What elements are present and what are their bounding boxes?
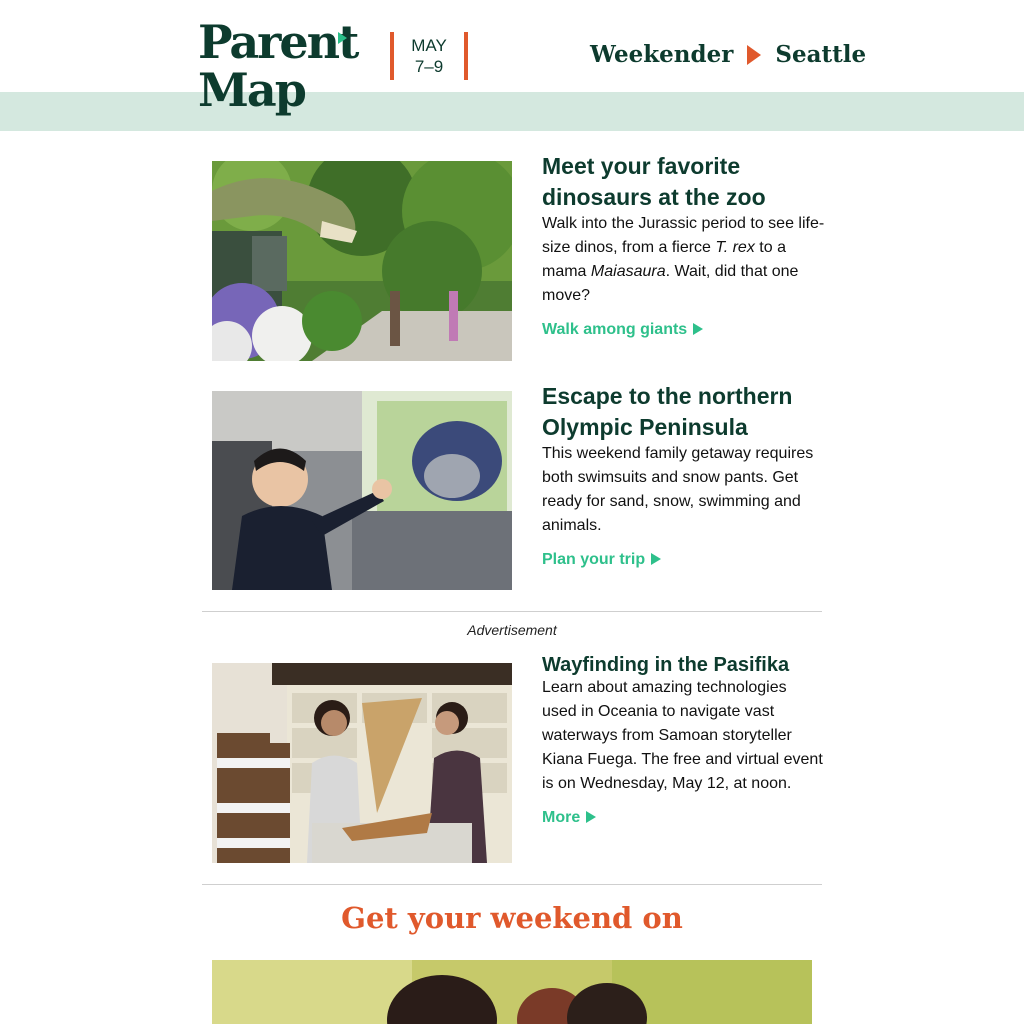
- logo-line-2: Map: [198, 63, 305, 117]
- article-body: This weekend family getaway requires both swimsuits and snow pants. Get ready for sand, snow, swimming and animals.: [542, 445, 814, 534]
- issue-days: 7–9: [414, 57, 444, 76]
- logo-play-icon: [338, 32, 347, 44]
- walk-among-giants-link[interactable]: [542, 320, 703, 340]
- article-body-text: to a mama: [542, 239, 786, 280]
- article-image-dinosaurs[interactable]: [212, 161, 512, 361]
- divider: [202, 884, 822, 885]
- article-image-olympic[interactable]: [212, 391, 512, 590]
- play-arrow-icon: [693, 323, 703, 335]
- article-body-text: . Wait, did that one move?: [542, 263, 799, 304]
- play-arrow-icon: [747, 45, 761, 65]
- cta-label: Plan your trip: [542, 551, 646, 568]
- ad-headline[interactable]: Wayfinding in the Pasifika: [542, 654, 790, 676]
- article-body-italic: Maiasaura: [590, 263, 666, 280]
- logo-line-1: Parent: [198, 15, 358, 69]
- article-body: [542, 212, 826, 308]
- edition-city: Seattle: [775, 41, 867, 68]
- cta-label: More: [542, 809, 581, 826]
- header-band: [0, 92, 1024, 131]
- article-body-text: Walk into the Jurassic period to see life-size dinos, from a fierce: [542, 215, 825, 256]
- issue-date: [390, 32, 468, 80]
- ad-body: Learn about amazing technologies used in Oceania to navigate vast waterways from Samoan storyteller Kiana Fuega. The free and virtual event is on Wednesday, May 12, at noon.: [542, 679, 823, 792]
- hero-image-family[interactable]: [212, 960, 812, 1024]
- cta-label: Walk among giants: [542, 321, 688, 338]
- more-link[interactable]: [542, 808, 596, 828]
- issue-month: MAY: [411, 36, 447, 55]
- article-headline[interactable]: Meet your favorite dinosaurs at the zoo: [542, 153, 766, 210]
- ad-image-pasifika[interactable]: [212, 663, 512, 863]
- play-arrow-icon: [651, 553, 661, 565]
- article-headline[interactable]: Escape to the northern Olympic Peninsula: [542, 383, 793, 440]
- play-arrow-icon: [586, 811, 596, 823]
- divider: [202, 611, 822, 612]
- plan-your-trip-link[interactable]: [542, 550, 661, 570]
- edition-name: Weekender: [590, 41, 734, 68]
- advertisement-label: Advertisement: [467, 622, 557, 638]
- edition-title: [590, 38, 866, 72]
- article-body-italic: T. rex: [715, 239, 755, 256]
- parentmap-logo[interactable]: [198, 15, 358, 117]
- section-title: Get your weekend on: [341, 901, 683, 935]
